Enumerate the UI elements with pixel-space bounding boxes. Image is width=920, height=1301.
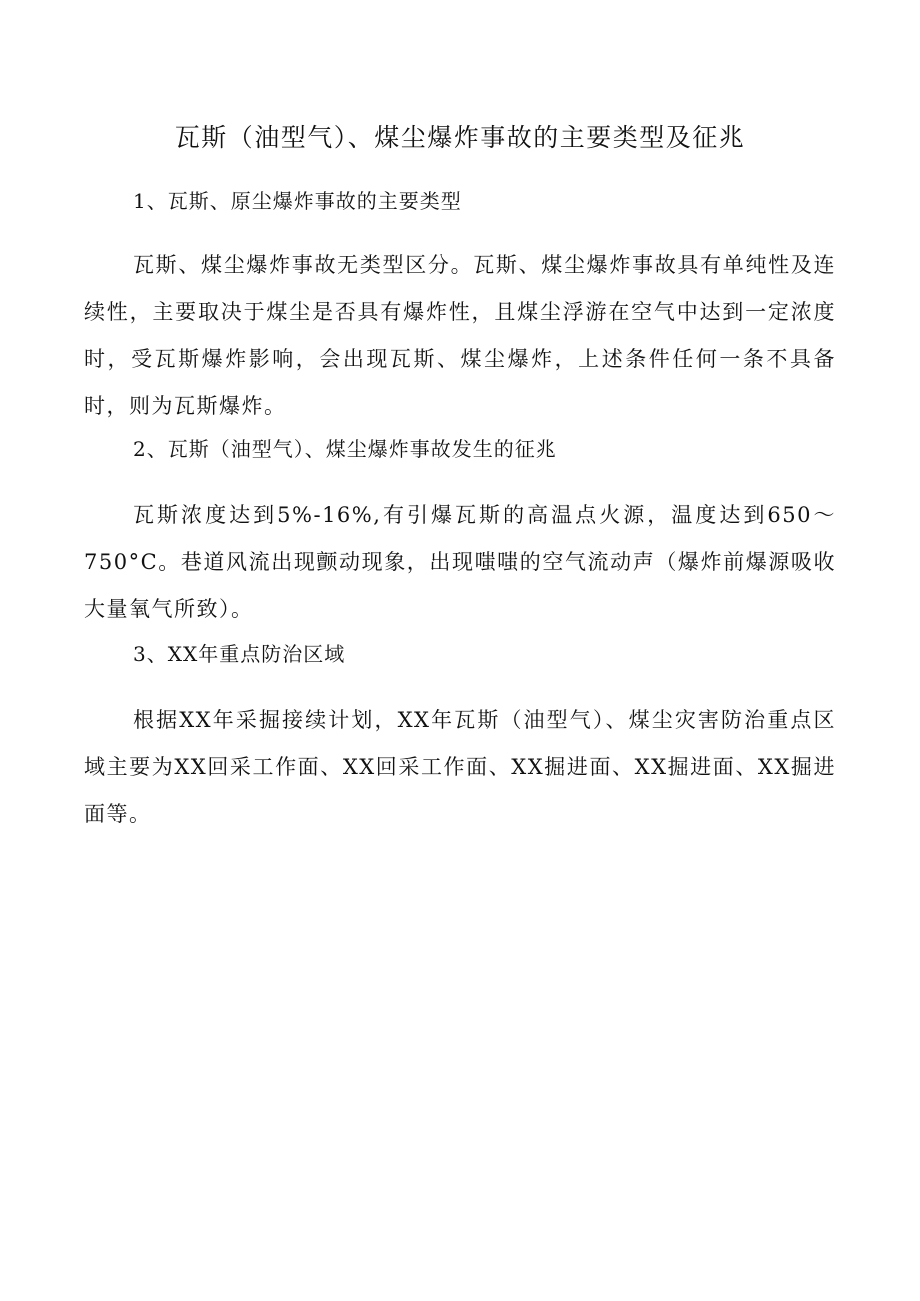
section-heading-2: 2、瓦斯（油型气）、煤尘爆炸事故发生的征兆 — [133, 437, 557, 461]
document-title: 瓦斯（油型气）、煤尘爆炸事故的主要类型及征兆 — [174, 123, 746, 152]
section-body-2: 瓦斯浓度达到5%-16%,有引爆瓦斯的高温点火源，温度达到650～750°C。巷道风流出现颤动现象，出现嗤嗤的空气流动声（爆炸前爆源吸收大量氧气所致）。 — [84, 503, 836, 621]
section-heading-1: 1、瓦斯、原尘爆炸事故的主要类型 — [133, 189, 462, 213]
section-body-3: 根据XX年采掘接续计划，XX年瓦斯（油型气）、煤尘灾害防治重点区域主要为XX回采工作面、XX回采工作面、XX掘进面、XX掘进面、XX掘进面等。 — [84, 708, 836, 826]
section-body-1: 瓦斯、煤尘爆炸事故无类型区分。瓦斯、煤尘爆炸事故具有单纯性及连续性，主要取决于煤尘是否具有爆炸性，且煤尘浮游在空气中达到一定浓度时，受瓦斯爆炸影响，会出现瓦斯、煤尘爆炸，上述条件任何一条不具备时，则为瓦斯爆炸。 — [84, 253, 836, 418]
section-heading-3: 3、XX年重点防治区域 — [133, 642, 346, 666]
